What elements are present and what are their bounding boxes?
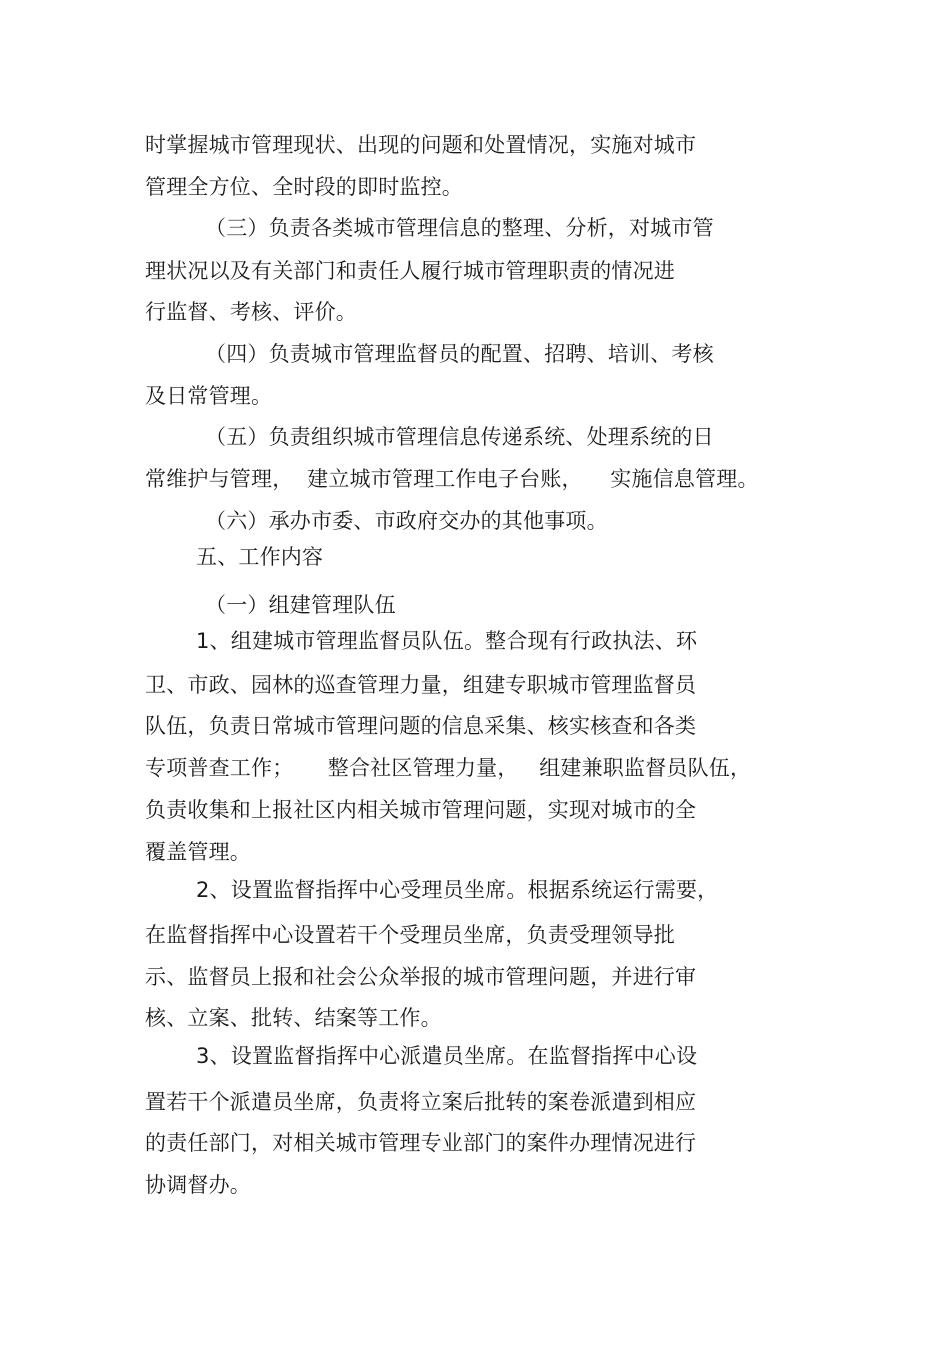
text-line: 覆盖管理。 (145, 840, 251, 864)
text-line: 常维护与管理， 建立城市管理工作电子台账， 实施信息管理。 (145, 467, 759, 491)
subsection-heading: （一）组建管理队伍 (205, 593, 396, 617)
text-line: 专项普查工作； 整合社区管理力量， 组建兼职监督员队伍， (145, 756, 752, 780)
text-line: 卫、市政、园林的巡查管理力量，组建专职城市管理监督员 (145, 673, 697, 697)
section-heading: 五、工作内容 (196, 545, 324, 569)
text-line: 1、组建城市管理监督员队伍。整合现有行政执法、环 (196, 629, 698, 653)
text-line: （四）负责城市管理监督员的配置、招聘、培训、考核 (205, 342, 714, 366)
text-line: 的责任部门，对相关城市管理专业部门的案件办理情况进行 (145, 1131, 697, 1155)
text-line: 3、设置监督指挥中心派遣员坐席。在监督指挥中心设 (196, 1044, 698, 1068)
text-line: 及日常管理。 (145, 384, 273, 408)
text-line: 2、设置监督指挥中心受理员坐席。根据系统运行需要， (196, 878, 719, 902)
text-line: 负责收集和上报社区内相关城市管理问题，实现对城市的全 (145, 798, 697, 822)
text-line: 协调督办。 (145, 1173, 251, 1197)
text-line: （六）承办市委、市政府交办的其他事项。 (205, 509, 608, 533)
text-line: 时掌握城市管理现状、出现的问题和处置情况，实施对城市 (145, 133, 697, 157)
text-line: 行监督、考核、评价。 (145, 300, 357, 324)
text-line: 队伍，负责日常城市管理问题的信息采集、核实核查和各类 (145, 714, 697, 738)
text-line: 置若干个派遣员坐席，负责将立案后批转的案卷派遣到相应 (145, 1090, 697, 1114)
text-line: 理状况以及有关部门和责任人履行城市管理职责的情况进 (145, 259, 675, 283)
text-line: 在监督指挥中心设置若干个受理员坐席，负责受理领导批 (145, 923, 675, 947)
text-line: （三）负责各类城市管理信息的整理、分析，对城市管 (205, 216, 714, 240)
text-line: 示、监督员上报和社会公众举报的城市管理问题，并进行审 (145, 965, 697, 989)
text-line: 核、立案、批转、结案等工作。 (145, 1006, 442, 1030)
text-line: （五）负责组织城市管理信息传递系统、处理系统的日 (205, 425, 714, 449)
text-line: 管理全方位、全时段的即时监控。 (145, 175, 463, 199)
